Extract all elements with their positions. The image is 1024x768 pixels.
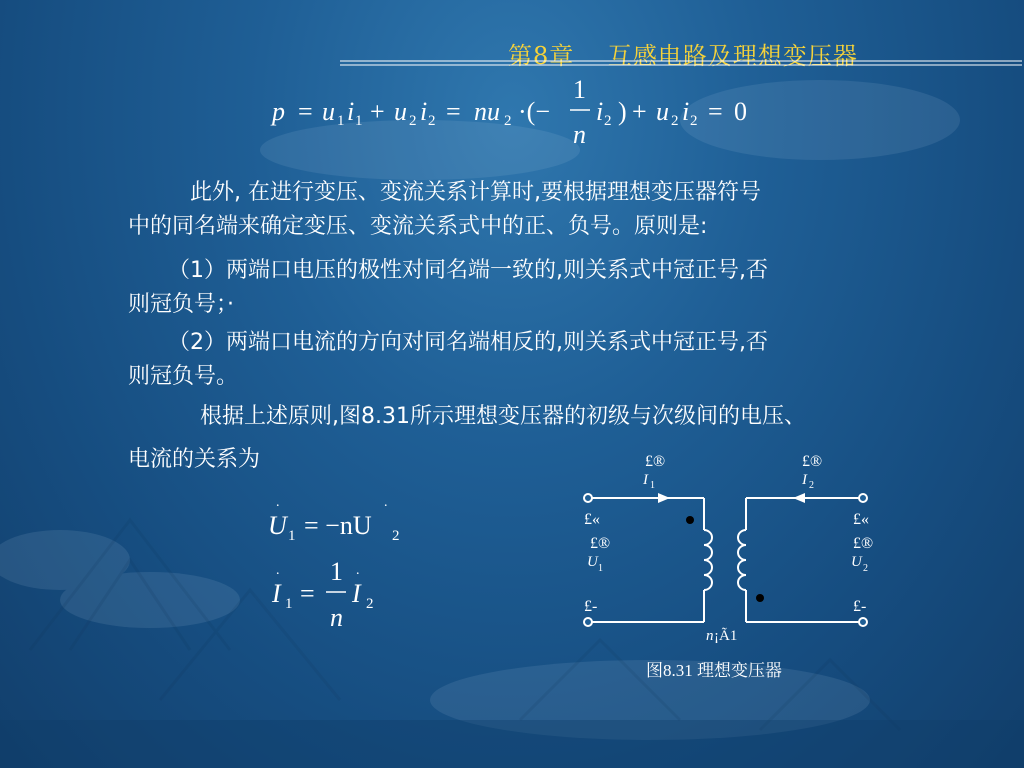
ratio-n: n [706,628,714,644]
para-4-line-1: 根据上述原则,图8.31所示理想变压器的初级与次级间的电压、 [200,404,806,429]
para-1-line-2: 中的同名端来确定变压、变流关系式中的正、负号。原则是: [128,214,708,239]
svg-text:1: 1 [598,563,603,574]
svg-text:2: 2 [409,113,417,129]
svg-text:2: 2 [392,528,400,544]
svg-text:=: = [300,579,315,608]
svg-text:U: U [587,554,598,570]
para-4-line-2: 电流的关系为 [128,447,261,472]
svg-text:1: 1 [650,480,655,491]
para-3-line-1: （2）两端口电流的方向对同名端相反的,则关系式中冠正号,否 [168,330,768,355]
svg-text:1: 1 [285,596,293,612]
svg-text:.: . [384,495,388,510]
svg-text:=: = [446,97,461,126]
svg-text:i: i [596,97,604,126]
svg-text:.: . [276,563,280,578]
figure-caption: 图8.31 理想变压器 [646,661,782,680]
label-minus-left: £- [584,598,598,615]
voltage-rhs: = −nU [304,511,372,540]
label-u-left-top: £® [590,535,611,552]
svg-text:2: 2 [604,113,612,129]
para-2-line-2: 则冠负号；· [128,292,234,317]
para-1-line-1: 此外, 在进行变压、变流关系计算时,要根据理想变压器符号 [190,180,761,205]
current-I1: I [272,579,281,608]
current-I2: I [352,579,361,608]
svg-text:u: u [394,97,407,126]
svg-text:+: + [370,97,385,126]
svg-text:1: 1 [573,75,586,104]
svg-text:u: u [656,97,669,126]
svg-text:nu: nu [474,97,500,126]
para-2-line-1: （1）两端口电压的极性对同名端一致的,则关系式中冠正号,否 [168,258,768,283]
label-u-right-top: £® [853,535,874,552]
svg-text:i: i [420,97,428,126]
svg-text:I: I [802,472,807,488]
ratio-rest: ¡Ã1 [714,628,738,644]
svg-text:=: = [298,97,313,126]
label-plus-left: £« [584,511,600,528]
svg-text:1: 1 [330,557,343,586]
svg-text:0: 0 [734,97,747,126]
svg-text:2: 2 [428,113,436,129]
voltage-U1: U [268,511,287,540]
svg-text:I: I [643,472,648,488]
page-title: 第8章 互感电路及理想变压器 [508,42,858,70]
svg-text:2: 2 [863,563,868,574]
label-minus-right: £- [853,598,867,615]
svg-text:.: . [356,563,360,578]
para-3-line-2: 则冠负号。 [128,364,239,389]
svg-text:2: 2 [809,480,814,491]
svg-text:1: 1 [288,528,296,544]
svg-text:·(−: ·(− [518,97,550,126]
label-plus-right: £« [853,511,869,528]
svg-text:2: 2 [690,113,698,129]
title-underline [340,60,1022,66]
label-left-top: £® [645,453,666,470]
svg-text:): ) [618,97,627,126]
svg-text:1: 1 [337,113,345,129]
svg-text:u: u [322,97,335,126]
eq-p: p [272,97,285,126]
svg-text:U: U [851,554,862,570]
svg-text:n: n [573,120,586,149]
svg-text:i: i [347,97,355,126]
svg-text:i: i [682,97,690,126]
svg-text:+: + [632,97,647,126]
svg-text:=: = [708,97,723,126]
svg-text:2: 2 [366,596,374,612]
svg-text:1: 1 [355,113,363,129]
svg-text:n: n [330,603,343,632]
dot-mark: . [276,495,280,510]
svg-text:2: 2 [504,113,512,129]
label-right-top: £® [802,453,823,470]
svg-text:2: 2 [671,113,679,129]
